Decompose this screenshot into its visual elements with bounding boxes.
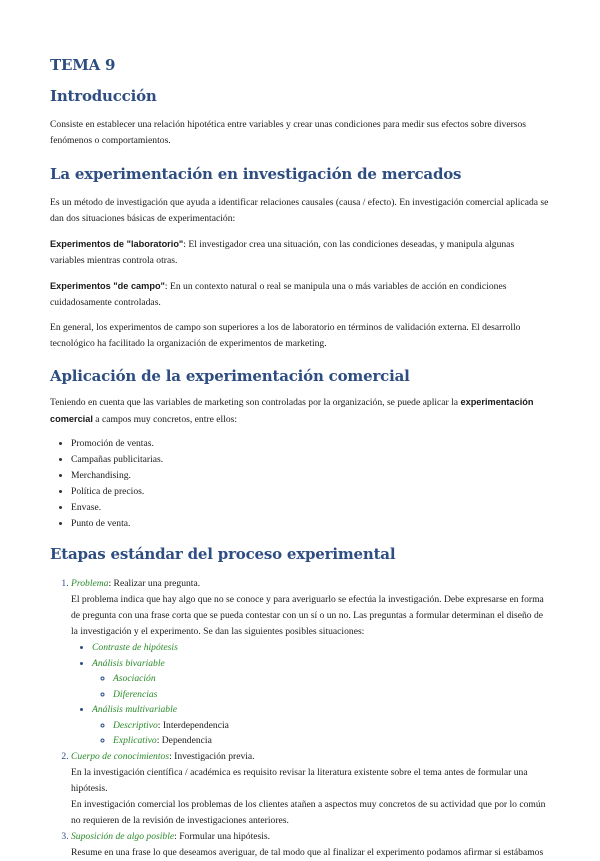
list-item: • Punto de venta.	[71, 516, 550, 532]
market-heading: La experimentación en investigación de mercados	[50, 165, 462, 183]
multivariable-explicativo	[113, 733, 550, 749]
stage-hypothesis-title: : Formular una hipótesis.	[174, 830, 271, 842]
stage-knowledge-label: Cuerpo de conocimientos	[71, 750, 170, 762]
stage-problem	[71, 576, 550, 749]
list-item: • Política de precios.	[71, 484, 550, 500]
list-item: • Promoción de ventas.	[71, 436, 550, 452]
explicativo-text: : Dependencia	[156, 735, 212, 746]
stage-hypothesis-label: Suposición de algo posible	[71, 830, 175, 842]
bivariable-asociacion: ◦ Asociación	[113, 671, 550, 687]
application-text-after: a campos muy concretos, entre ellos:	[92, 414, 238, 425]
field-paragraph	[50, 278, 550, 311]
stages-list	[50, 576, 550, 861]
stage-hypothesis-text: Resume en una frase lo que deseamos averiguar, de tal modo que al finalizar el experimento podamos afirmar si estábamos	[71, 846, 544, 858]
stages-heading: Etapas estándar del proceso experimental	[50, 545, 396, 563]
stage-problem-text: El problema indica que hay algo que no se conoce y para averiguarlo se efectúa la investigación. Debe expresarse en forma de pregunta con una frase corta que se pueda contestar con un sí o un no. Las preguntas a formular determinan el diseño de la investigación y el experimento. Se dan las siguientes posibles situaciones:	[71, 594, 544, 637]
bivariable-list	[92, 671, 550, 702]
situation-contraste: • Contraste de hipótesis	[92, 640, 550, 656]
stage-knowledge-text-2: En investigación comercial los problemas de los clientes atañen a aspectos muy concretos de su actividad que por lo común no requieren de la revisión de investigaciones anteriores.	[71, 798, 546, 826]
application-text-before: Teniendo en cuenta que las variables de marketing son controladas por la organización, se puede aplicar la	[50, 397, 461, 408]
stage-problem-title: : Realizar una pregunta.	[108, 578, 201, 589]
stage-problem-label: Problema	[71, 578, 109, 589]
application-paragraph	[50, 394, 550, 428]
descriptivo-text: : Interdependencia	[157, 719, 229, 731]
stage-hypothesis	[71, 829, 550, 861]
bivariable-diferencias: ◦ Diferencias	[113, 687, 550, 703]
stage-knowledge-text-1: En la investigación científica / académica es requisito revisar la literatura existente sobre el tema antes de formular una hipótesis.	[71, 766, 528, 794]
document-title: TEMA 9	[50, 56, 116, 74]
market-paragraph-1: Es un método de investigación que ayuda a identificar relaciones causales (causa / efecto). En investigación comercial aplicada se dan dos situaciones básicas de experimentación:	[50, 197, 549, 224]
application-list	[50, 436, 550, 532]
situation-multivariable	[92, 702, 550, 749]
explicativo-label: Explicativo	[113, 735, 157, 746]
list-item: • Campañas publicitarias.	[71, 452, 550, 468]
document-content	[50, 56, 550, 861]
list-item: • Envase.	[71, 500, 550, 516]
stage-knowledge	[71, 749, 550, 829]
stage-knowledge-title: : Investigación previa.	[169, 750, 255, 762]
field-label: Experimentos "de campo"	[50, 281, 165, 291]
intro-heading: Introducción	[50, 87, 157, 105]
application-bold: experimentación comercial	[50, 397, 534, 424]
situation-multivariable-label: Análisis multivariable	[92, 704, 178, 715]
descriptivo-label: Descriptivo	[113, 719, 158, 731]
multivariable-list	[92, 718, 550, 749]
multivariable-descriptivo	[113, 718, 550, 734]
lab-label: Experimentos de "laboratorio"	[50, 239, 184, 249]
market-paragraph-2: En general, los experimentos de campo son superiores a los de laboratorio en términos de validación externa. El desarrollo tecnológico ha facilitado la organización de experimentos de marketing.	[50, 322, 521, 349]
lab-text: : El investigador crea una situación, con las condiciones deseadas, y manipula algunas variables mientras controla otras.	[50, 239, 515, 266]
situation-bivariable-label: Análisis bivariable	[92, 657, 165, 669]
problem-situations	[71, 640, 550, 749]
field-text: : En un contexto natural o real se manipula una o más variables de acción en condiciones cuidadosamente controladas.	[50, 281, 507, 308]
list-item: • Merchandising.	[71, 468, 550, 484]
lab-paragraph	[50, 236, 550, 269]
application-heading: Aplicación de la experimentación comercial	[50, 367, 410, 385]
situation-bivariable	[92, 656, 550, 703]
intro-paragraph: Consiste en establecer una relación hipotética entre variables y crear unas condiciones para medir sus efectos sobre diversos fenómenos o comportamientos.	[50, 119, 527, 146]
